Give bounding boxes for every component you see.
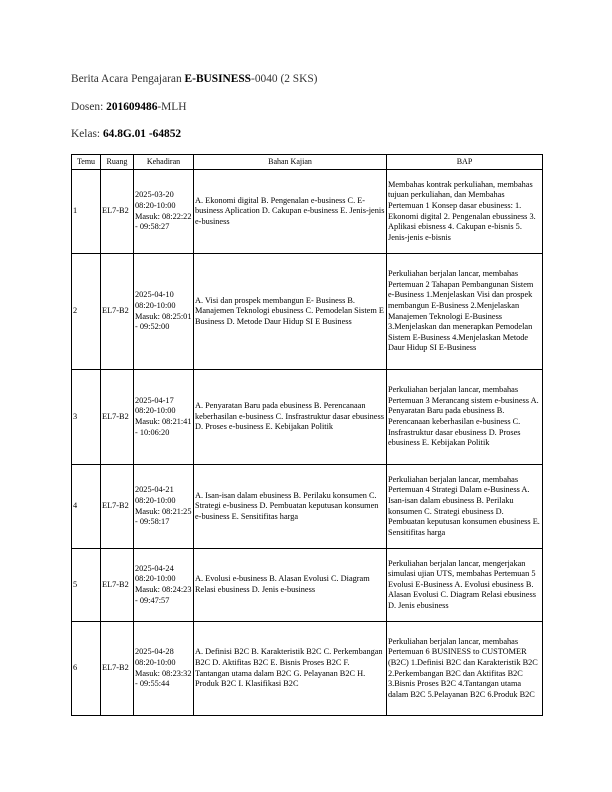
lecturer-line [71, 100, 187, 114]
meeting-number: 2 [72, 254, 101, 370]
room-cell: EL7-B2 [101, 370, 134, 465]
column-header-ruang: Ruang [101, 155, 134, 170]
lecturer-id: 201609486 [106, 101, 158, 113]
table-row [72, 622, 543, 716]
topic-cell: A. Ekonomi digital B. Pengenalan e-business C. E-business Aplication D. Cakupan e-business E. Jenis-jenis e-business [194, 170, 387, 254]
topic-cell: A. Evolusi e-business B. Alasan Evolusi C. Diagram Relasi ebusiness D. Jenis e-business [194, 549, 387, 622]
room-cell: EL7-B2 [101, 622, 134, 716]
column-header-temu: Temu [72, 155, 101, 170]
attendance-cell: 2025-04-10 08:20-10:00 Masuk: 08:25:01 - 09:52:00 [134, 254, 194, 370]
table-row [72, 465, 543, 549]
bap-cell: Perkuliahan berjalan lancar, membahas Pertemuan 2 Tahapan Pembangunan Sistem e-Business 1.Menjelaskan Visi dan prospek membangun E-Business 2.Menjelaskan Manajemen Teknologi E-Business 3.Menjelaskan dan menerapkan Pemodelan Sistem E-Business 4.Menjelaskan Metode Daur Hidup SI E-Business [387, 254, 543, 370]
attendance-cell: 2025-04-24 08:20-10:00 Masuk: 08:24:23 - 09:47:57 [134, 549, 194, 622]
class-label: Kelas: [71, 128, 103, 140]
room-cell: EL7-B2 [101, 465, 134, 549]
bap-cell: Perkuliahan berjalan lancar, membahas Pertemuan 6 BUSINESS to CUSTOMER (B2C) 1.Definisi B2C dan Karakteristik B2C 2.Perkembangan B2C dan Aktifitas B2C 3.Bisnis Proses B2C 4.Tantangan utama dalam B2C 5.Pelayanan B2C 6.Produk B2C [387, 622, 543, 716]
title-suffix: -0040 (2 SKS) [251, 73, 318, 85]
lecturer-suffix: -MLH [157, 101, 187, 113]
class-line [71, 127, 181, 141]
bap-cell: Perkuliahan berjalan lancar, membahas Pertemuan 3 Merancang sistem e-business A. Penyaratan Baru pada ebusiness B. Perencanaan keberhasilan e-business C. Insfrastruktur dasar ebusiness D. Proses ebusiness E. Kebijakan Politik [387, 370, 543, 465]
topic-cell: A. Definisi B2C B. Karakteristik B2C C. Perkembangan B2C D. Aktifitas B2C E. Bisnis Proses B2C F. Tantangan utama dalam B2C G. Pelayanan B2C H. Produk B2C I. Klasifikasi B2C [194, 622, 387, 716]
room-cell: EL7-B2 [101, 170, 134, 254]
meeting-number: 1 [72, 170, 101, 254]
attendance-cell: 2025-04-17 08:20-10:00 Masuk: 08:21:41 - 10:06:20 [134, 370, 194, 465]
topic-cell: A. Penyaratan Baru pada ebusiness B. Perencanaan keberhasilan e-business C. Insfrastruktur dasar ebusiness D. Proses e-business E. Kebijakan Politik [194, 370, 387, 465]
attendance-cell: 2025-04-21 08:20-10:00 Masuk: 08:21:25 - 09:58:17 [134, 465, 194, 549]
table-row [72, 254, 543, 370]
meeting-number: 6 [72, 622, 101, 716]
column-header-kehadiran: Kehadiran [134, 155, 194, 170]
lecturer-label: Dosen: [71, 101, 107, 113]
title-prefix: Berita Acara Pengajaran [71, 73, 185, 85]
table-header-row [72, 155, 543, 170]
column-header-bap: BAP [387, 155, 543, 170]
room-cell: EL7-B2 [101, 549, 134, 622]
attendance-cell: 2025-03-20 08:20-10:00 Masuk: 08:22:22 - 09:58:27 [134, 170, 194, 254]
teaching-report-table [71, 154, 543, 716]
column-header-bahan-kajian: Bahan Kajian [194, 155, 387, 170]
bap-cell: Perkuliahan berjalan lancar, mengerjakan simulasi ujian UTS, membahas Pertemuan 5 Evolusi E-Business A. Evolusi ebusiness B. Alasan Evolusi C. Diagram Relasi ebusiness D. Jenis ebusiness [387, 549, 543, 622]
document-title [71, 72, 317, 86]
bap-cell: Membahas kontrak perkuliahan, membahas tujuan perkuliahan, dan Membahas Pertemuan 1 Konsep dasar ebusiness: 1. Ekonomi digital 2. Pengenalan ebussiness 3. Aplikasi ebisness 4. Cakupan e-bisnis 5. Jenis-jenis e-bisnis [387, 170, 543, 254]
class-value: 64.8G.01 -64852 [102, 128, 182, 140]
table-row [72, 170, 543, 254]
meeting-number: 3 [72, 370, 101, 465]
bap-cell: Perkuliahan berjalan lancar, membahas Pertemuan 4 Strategi Dalam e-Business A. Isan-isan dalam ebusiness B. Perilaku konsumen C. Strategi ebusiness D. Pembuatan keputusan konsumen ebusiness E. Sensitifitas harga [387, 465, 543, 549]
topic-cell: A. Isan-isan dalam ebusiness B. Perilaku konsumen C. Strategi e-business D. Pembuatan keputusan konsumen e-business E. Sensitifitas harga [194, 465, 387, 549]
meeting-number: 4 [72, 465, 101, 549]
table-row [72, 549, 543, 622]
table-row [72, 370, 543, 465]
topic-cell: A. Visi dan prospek membangun E- Business B. Manajemen Teknologi ebusiness C. Pemodelan Sistem E Business D. Metode Daur Hidup SI E Business [194, 254, 387, 370]
course-name: E-BUSINESS [184, 73, 252, 85]
room-cell: EL7-B2 [101, 254, 134, 370]
meeting-number: 5 [72, 549, 101, 622]
attendance-cell: 2025-04-28 08:20-10:00 Masuk: 08:23:32 - 09:55:44 [134, 622, 194, 716]
